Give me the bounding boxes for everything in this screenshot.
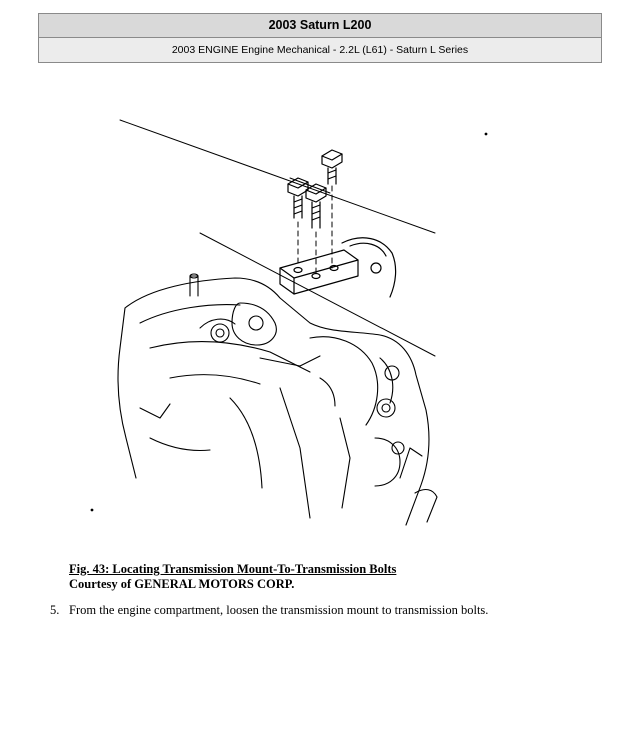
header-subtitle: 2003 ENGINE Engine Mechanical - 2.2L (L61) - Saturn L Series (39, 38, 601, 62)
figure-caption-credit: Courtesy of GENERAL MOTORS CORP. (69, 577, 295, 591)
figure-caption (69, 562, 396, 592)
step-5 (50, 603, 610, 618)
page-header (38, 13, 602, 63)
mount-bracket (280, 238, 396, 297)
figure-caption-title: Fig. 43: Locating Transmission Mount-To-Transmission Bolts (69, 562, 397, 576)
header-title: 2003 Saturn L200 (39, 14, 601, 38)
step-text: From the engine compartment, loosen the transmission mount to transmission bolts. (69, 603, 489, 617)
step-number: 5. (50, 603, 60, 617)
bolt-right (322, 150, 342, 184)
transmission-housing (118, 274, 437, 525)
transmission-mount-illustration (80, 118, 500, 528)
